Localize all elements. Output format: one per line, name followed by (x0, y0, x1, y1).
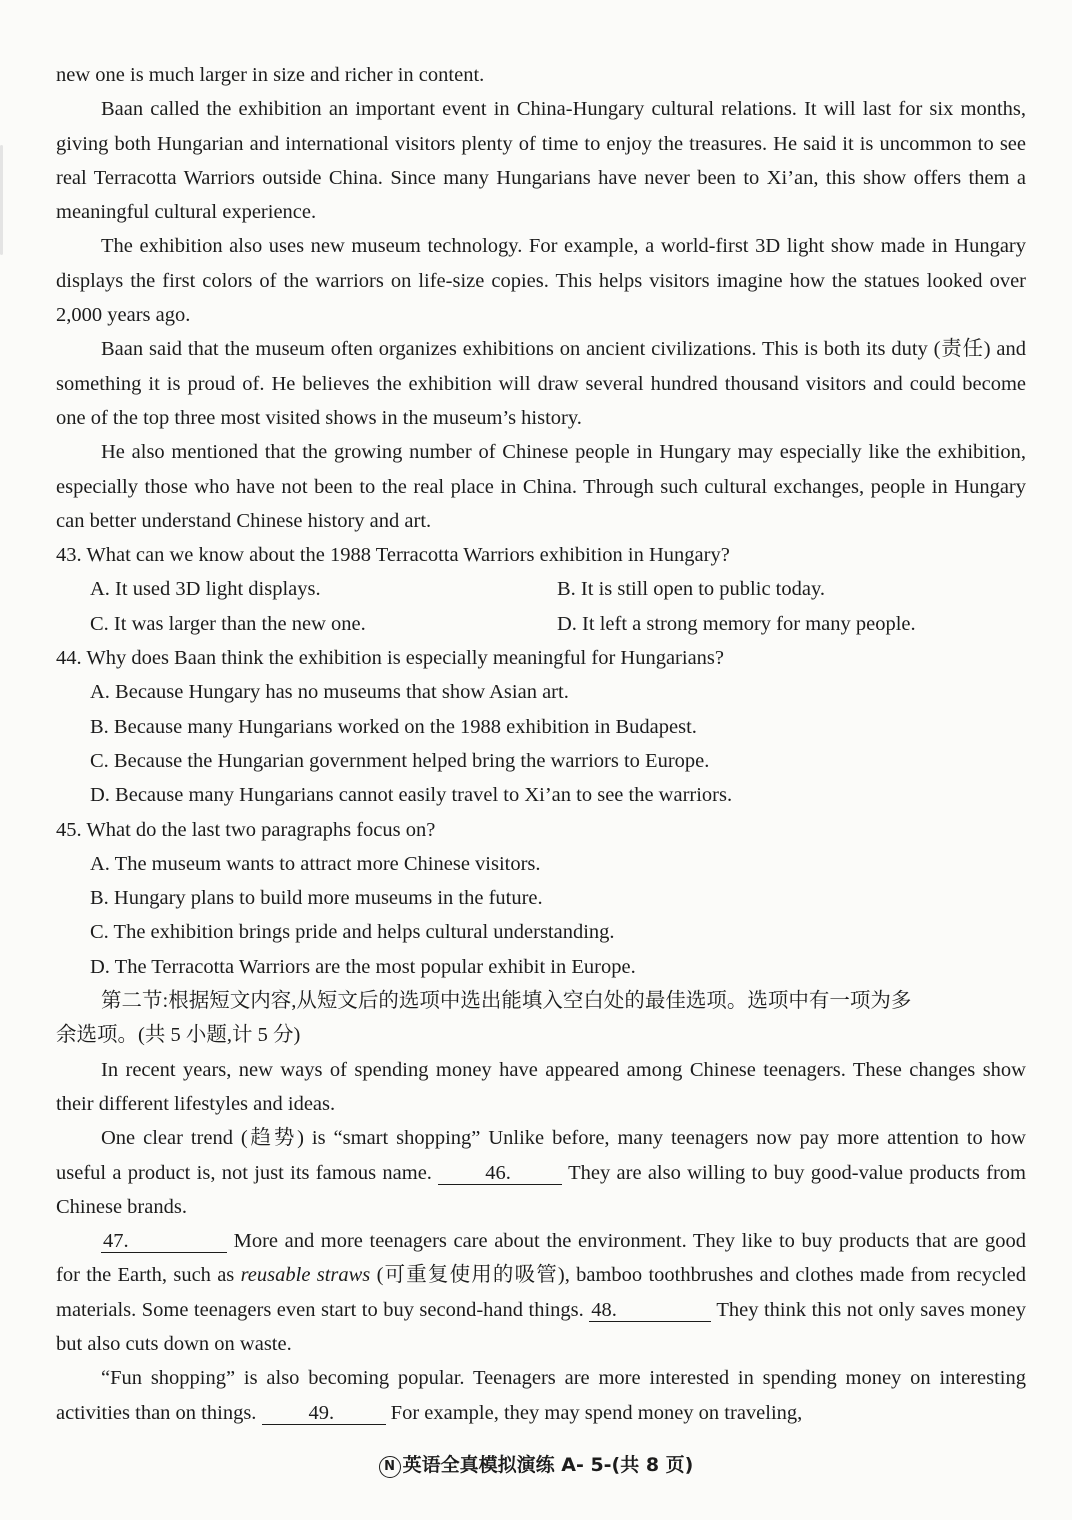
option-44-b[interactable]: B. Because many Hungarians worked on the 1988 exhibition in Budapest. (90, 715, 697, 738)
page-edge-mark (0, 145, 3, 255)
passage-2-p3-italic: reusable straws (240, 1264, 371, 1287)
section-2-line-2: 余选项。(共 5 小题,计 5 分) (56, 1024, 301, 1047)
passage-2-p4-text-b: For example, they may spend money on traveling, (390, 1401, 803, 1424)
question-45-stem: 45. What do the last two paragraphs focus on? (56, 818, 436, 841)
passage-2-p4-text-a: “Fun shopping” is also becoming popular. Teenagers are more interested in spending money on interesting activities than on things. (56, 1367, 1026, 1424)
option-45-b[interactable]: B. Hungary plans to build more museums in the future. (90, 887, 543, 910)
section-2-instructions (56, 984, 1026, 1053)
question-43-stem: 43. What can we know about the 1988 Terracotta Warriors exhibition in Hungary? (56, 544, 730, 567)
paragraph-continuation: new one is much larger in size and richer in content. (56, 64, 485, 86)
passage-2-paragraph-4 (56, 1361, 1026, 1430)
question-45 (56, 813, 1026, 984)
question-43-options-ab (90, 572, 1026, 606)
blank-48[interactable]: 48. (589, 1299, 711, 1322)
passage-2-p3-text-a: More and more teenagers care about the environment. They like to buy products that are good for the Earth, such as (56, 1230, 1026, 1287)
option-44-c[interactable]: C. Because the Hungarian government helped bring the warriors to Europe. (90, 749, 710, 772)
paragraph-museum-duty: Baan said that the museum often organizes exhibitions on ancient civilizations. This is both its duty (责任) and something it is proud of. He believes the exhibition will draw several hundred thousand visitors and could become one of the top three most visited shows in the museum’s history. (56, 338, 1026, 429)
blank-46[interactable]: 46. (438, 1162, 562, 1185)
paragraph-baan-event: Baan called the exhibition an important event in China-Hungary cultural relations. It will last for six months, giving both Hungarian and international visitors plenty of time to enjoy the treasures. He said it is uncommon to see real Terracotta Warriors outside China. Since many Hungarians have never been to Xi’an, this show offers them a meaningful cultural experience. (56, 98, 1026, 224)
paragraph-chinese-visitors: He also mentioned that the growing number of Chinese people in Hungary may especially like the exhibition, especially those who have not been to the real place in China. Through such cultural exchanges, people in Hungary can better understand Chinese history and art. (56, 441, 1026, 532)
passage-2-p2-text-b: They are also willing to buy good-value products from Chinese brands. (56, 1161, 1026, 1218)
section-2-line-1: 第二节:根据短文内容,从短文后的选项中选出能填入空白处的最佳选项。选项中有一项为多 (101, 990, 912, 1013)
passage-2-paragraph-2 (56, 1121, 1026, 1224)
blank-49[interactable]: 49. (262, 1402, 386, 1425)
option-45-a[interactable]: A. The museum wants to attract more Chinese visitors. (90, 852, 541, 875)
edition-badge-icon: N (379, 1456, 401, 1478)
option-43-d[interactable]: D. It left a strong memory for many people. (557, 612, 916, 635)
question-44-stem: 44. Why does Baan think the exhibition is especially meaningful for Hungarians? (56, 647, 724, 670)
page-footer (0, 1450, 1072, 1478)
question-43 (56, 538, 1026, 641)
passage-2-p3-text-c: They think this not only saves money but also cuts down on waste. (56, 1298, 1026, 1355)
option-45-d[interactable]: D. The Terracotta Warriors are the most popular exhibit in Europe. (90, 955, 636, 978)
question-44 (56, 641, 1026, 812)
blank-47[interactable]: 47. (101, 1230, 227, 1253)
option-43-a[interactable]: A. It used 3D light displays. (90, 578, 321, 601)
passage-2-paragraph-1: In recent years, new ways of spending money have appeared among Chinese teenagers. These changes show their different lifestyles and ideas. (56, 1058, 1026, 1115)
option-45-c[interactable]: C. The exhibition brings pride and helps cultural understanding. (90, 921, 615, 944)
option-43-b[interactable]: B. It is still open to public today. (557, 578, 826, 601)
question-43-options-cd (90, 607, 1026, 641)
passage-2-p2-text-a: One clear trend (趋势) is “smart shopping” Unlike before, many teenagers now pay more attention to how useful a product is, not just its famous name. (56, 1127, 1026, 1184)
passage-2-p3-text-b: (可重复使用的吸管), bamboo toothbrushes and clothes made from recycled materials. Some teenagers even start to buy second-hand things. (56, 1264, 1027, 1321)
document-page (56, 58, 1026, 1430)
footer-text: 英语全真模拟演练 A- 5-(共 8 页) (402, 1454, 694, 1476)
option-44-a[interactable]: A. Because Hungary has no museums that show Asian art. (90, 681, 569, 704)
passage-2-paragraph-3 (56, 1224, 1026, 1361)
option-43-c[interactable]: C. It was larger than the new one. (90, 612, 366, 635)
option-44-d[interactable]: D. Because many Hungarians cannot easily travel to Xi’an to see the warriors. (90, 784, 733, 807)
paragraph-technology: The exhibition also uses new museum technology. For example, a world-first 3D light show made in Hungary displays the first colors of the warriors on life-size copies. This helps visitors imagine how the statues looked over 2,000 years ago. (56, 235, 1026, 327)
